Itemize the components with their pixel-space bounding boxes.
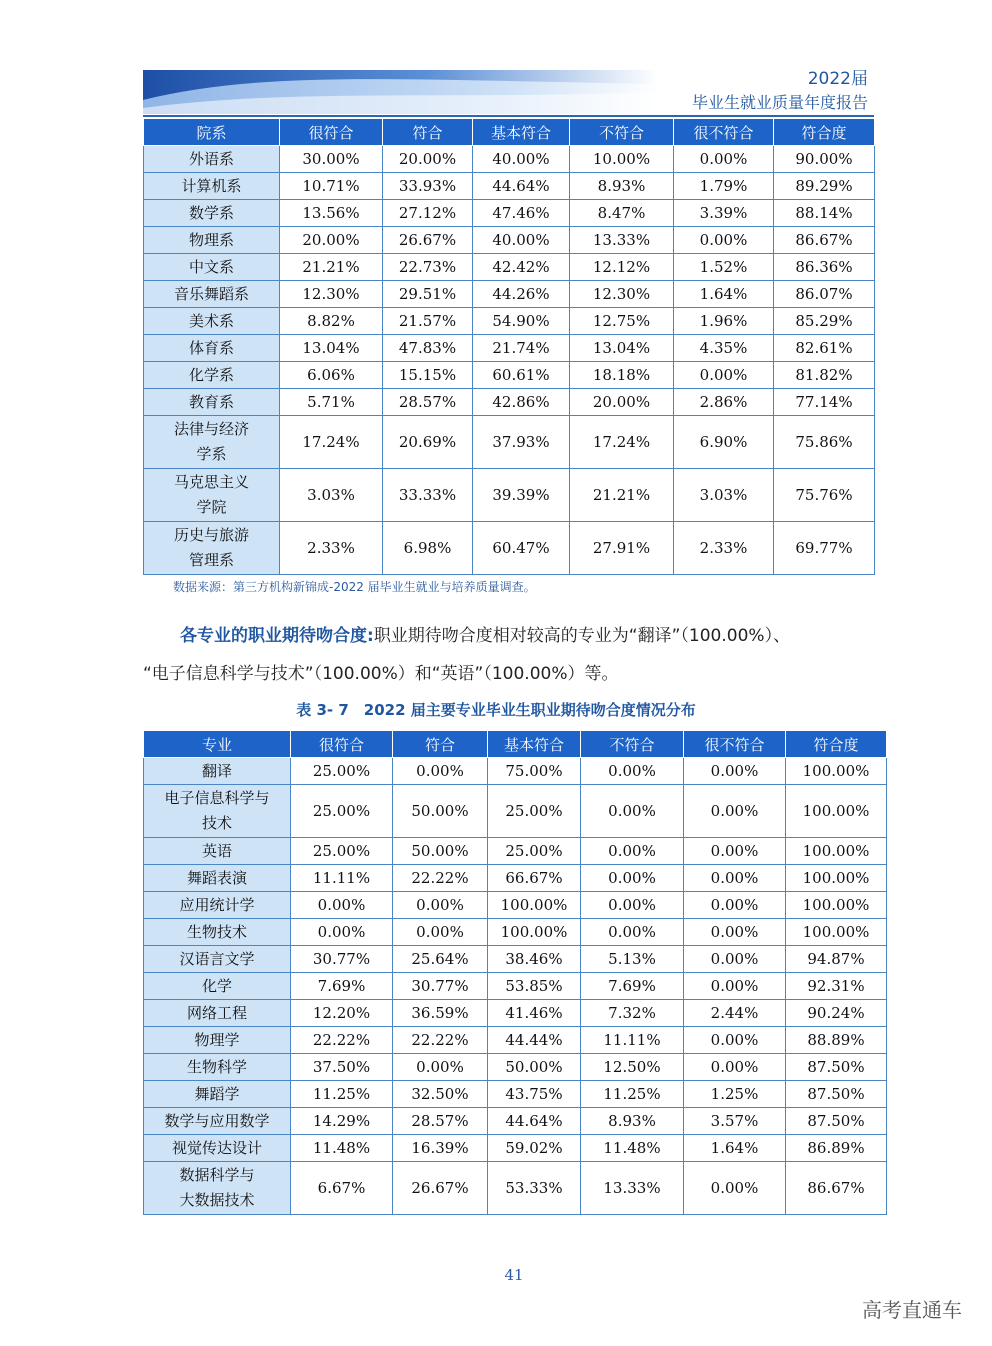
row-label: 视觉传达设计 [144,1135,291,1162]
table-cell: 5.71% [280,389,383,416]
table-cell: 90.24% [786,1000,887,1027]
table-cell: 89.29% [774,173,875,200]
table-cell: 75.76% [774,469,875,522]
table-cell: 11.48% [581,1135,684,1162]
table-cell: 94.87% [786,946,887,973]
column-header: 基本符合 [473,119,570,146]
table-cell: 100.00% [488,892,581,919]
table-cell: 0.00% [684,892,786,919]
table-cell: 0.00% [581,865,684,892]
table-cell: 100.00% [786,758,887,785]
table-cell: 0.00% [684,946,786,973]
row-label: 数学与应用数学 [144,1108,291,1135]
table-cell: 21.57% [383,308,473,335]
table-cell: 0.00% [291,892,393,919]
table-cell: 41.46% [488,1000,581,1027]
table-header-row [144,731,887,758]
table-cell: 86.67% [774,227,875,254]
report-title: 毕业生就业质量年度报告 [691,93,868,112]
table-row [144,1054,887,1081]
row-label: 美术系 [144,308,280,335]
table-row [144,758,887,785]
table-cell: 1.52% [674,254,774,281]
table-cell: 1.79% [674,173,774,200]
table-cell: 30.00% [280,146,383,173]
table-cell: 0.00% [393,919,488,946]
column-header: 很不符合 [684,731,786,758]
table-cell: 29.51% [383,281,473,308]
table-cell: 6.06% [280,362,383,389]
table-cell: 33.93% [383,173,473,200]
table-cell: 87.50% [786,1108,887,1135]
table-cell: 8.82% [280,308,383,335]
table-cell: 22.73% [383,254,473,281]
table-cell: 13.04% [570,335,674,362]
table-cell: 0.00% [291,919,393,946]
row-label: 数学系 [144,200,280,227]
table-cell: 1.64% [684,1135,786,1162]
column-header: 不符合 [570,119,674,146]
row-label: 化学系 [144,362,280,389]
table-cell: 3.03% [674,469,774,522]
row-label: 计算机系 [144,173,280,200]
table-cell: 25.64% [393,946,488,973]
row-label: 物理系 [144,227,280,254]
table-cell: 0.00% [581,919,684,946]
table-cell: 21.74% [473,335,570,362]
row-label: 生物技术 [144,919,291,946]
table-cell: 44.64% [473,173,570,200]
table-cell: 42.42% [473,254,570,281]
table-row [144,254,875,281]
row-label: 历史与旅游 管理系 [144,522,280,575]
table-cell: 1.64% [674,281,774,308]
table-cell: 86.36% [774,254,875,281]
table-cell: 53.85% [488,973,581,1000]
table-row [144,173,875,200]
table-cell: 0.00% [684,785,786,838]
table-cell: 14.29% [291,1108,393,1135]
table-cell: 18.18% [570,362,674,389]
table-row [144,522,875,575]
table-cell: 1.25% [684,1081,786,1108]
column-header: 符合 [393,731,488,758]
table-cell: 12.12% [570,254,674,281]
table-cell: 37.93% [473,416,570,469]
column-header: 符合度 [774,119,875,146]
row-label: 物理学 [144,1027,291,1054]
page-number: 41 [504,1266,524,1284]
table-cell: 69.77% [774,522,875,575]
row-label: 网络工程 [144,1000,291,1027]
table-cell: 50.00% [393,838,488,865]
table-cell: 100.00% [488,919,581,946]
row-label: 生物科学 [144,1054,291,1081]
table-caption: 表 3- 7 2022 届主要专业毕业生职业期待吻合度情况分布 [296,701,696,719]
table-cell: 0.00% [674,362,774,389]
table-cell: 20.00% [280,227,383,254]
table-cell: 11.11% [291,865,393,892]
header-wave-decoration [143,70,658,114]
table-cell: 13.04% [280,335,383,362]
table-cell: 25.00% [291,785,393,838]
header-divider [143,115,874,117]
table-cell: 12.75% [570,308,674,335]
table-cell: 50.00% [393,785,488,838]
column-header: 基本符合 [488,731,581,758]
table-row [144,1162,887,1215]
data-source-note: 数据来源：第三方机构新锦成-2022 届毕业生就业与培养质量调查。 [173,580,536,594]
body-paragraph [143,617,903,693]
table-cell: 100.00% [786,865,887,892]
table-cell: 100.00% [786,919,887,946]
table-cell: 0.00% [684,838,786,865]
table-cell: 40.00% [473,146,570,173]
table-cell: 20.00% [570,389,674,416]
department-match-table [143,118,875,575]
table-cell: 86.89% [786,1135,887,1162]
table-cell: 10.71% [280,173,383,200]
table-cell: 6.90% [674,416,774,469]
table-row [144,1081,887,1108]
table-cell: 25.00% [488,785,581,838]
table-cell: 20.00% [383,146,473,173]
table-cell: 44.64% [488,1108,581,1135]
report-header-title [692,68,868,114]
table-cell: 75.00% [488,758,581,785]
table-row [144,892,887,919]
row-label: 化学 [144,973,291,1000]
row-label: 体育系 [144,335,280,362]
column-header: 专业 [144,731,291,758]
table-cell: 30.77% [393,973,488,1000]
column-header: 很符合 [291,731,393,758]
table-cell: 100.00% [786,785,887,838]
table-cell: 92.31% [786,973,887,1000]
table-cell: 12.30% [570,281,674,308]
table-cell: 27.91% [570,522,674,575]
table-cell: 7.32% [581,1000,684,1027]
table-cell: 30.77% [291,946,393,973]
table-cell: 16.39% [393,1135,488,1162]
table-cell: 11.11% [581,1027,684,1054]
table-row [144,146,875,173]
table-cell: 25.00% [291,838,393,865]
table-cell: 0.00% [684,1162,786,1215]
table-cell: 2.33% [280,522,383,575]
table-cell: 90.00% [774,146,875,173]
table-cell: 0.00% [581,838,684,865]
table-row [144,1027,887,1054]
table-cell: 86.67% [786,1162,887,1215]
table-cell: 7.69% [291,973,393,1000]
table-row [144,200,875,227]
table-cell: 77.14% [774,389,875,416]
table-cell: 4.35% [674,335,774,362]
table-cell: 0.00% [684,1054,786,1081]
table-cell: 13.56% [280,200,383,227]
table-cell: 39.39% [473,469,570,522]
row-label: 音乐舞蹈系 [144,281,280,308]
table-cell: 32.50% [393,1081,488,1108]
column-header: 很不符合 [674,119,774,146]
table-cell: 17.24% [280,416,383,469]
table-cell: 0.00% [674,227,774,254]
table-row [144,1108,887,1135]
column-header: 符合 [383,119,473,146]
table-cell: 27.12% [383,200,473,227]
table-cell: 100.00% [786,892,887,919]
table-cell: 33.33% [383,469,473,522]
table-cell: 81.82% [774,362,875,389]
row-label: 数据科学与 大数据技术 [144,1162,291,1215]
row-label: 电子信息科学与 技术 [144,785,291,838]
table-cell: 5.13% [581,946,684,973]
column-header: 符合度 [786,731,887,758]
table-cell: 40.00% [473,227,570,254]
table-cell: 0.00% [684,1027,786,1054]
table-row [144,335,875,362]
row-label: 舞蹈表演 [144,865,291,892]
table-cell: 11.25% [581,1081,684,1108]
row-label: 法律与经济 学系 [144,416,280,469]
column-header: 不符合 [581,731,684,758]
table-cell: 3.03% [280,469,383,522]
table-cell: 6.98% [383,522,473,575]
table-cell: 0.00% [684,973,786,1000]
paragraph-text-1: 职业期待吻合度相对较高的专业为“翻译”（100.00%）、 [373,626,791,646]
table-cell: 8.93% [581,1108,684,1135]
watermark-text: 高考直通车 [862,1298,962,1322]
row-label: 教育系 [144,389,280,416]
table-cell: 20.69% [383,416,473,469]
table-cell: 7.69% [581,973,684,1000]
row-label: 马克思主义 学院 [144,469,280,522]
table-cell: 0.00% [581,785,684,838]
table-cell: 3.39% [674,200,774,227]
table-cell: 12.50% [581,1054,684,1081]
table-cell: 75.86% [774,416,875,469]
table-cell: 0.00% [684,919,786,946]
table-row [144,785,887,838]
table-cell: 0.00% [684,865,786,892]
row-label: 汉语言文学 [144,946,291,973]
table-cell: 1.96% [674,308,774,335]
table-cell: 17.24% [570,416,674,469]
table-row [144,919,887,946]
table-cell: 86.07% [774,281,875,308]
table-cell: 3.57% [684,1108,786,1135]
table-header-row [144,119,875,146]
table-cell: 38.46% [488,946,581,973]
table-cell: 36.59% [393,1000,488,1027]
table-cell: 8.47% [570,200,674,227]
table-cell: 0.00% [393,1054,488,1081]
table-row [144,865,887,892]
table-cell: 2.33% [674,522,774,575]
table-cell: 6.67% [291,1162,393,1215]
table-cell: 82.61% [774,335,875,362]
major-match-table [143,730,887,1215]
table-cell: 28.57% [393,1108,488,1135]
table-cell: 59.02% [488,1135,581,1162]
table-row [144,973,887,1000]
column-header: 很符合 [280,119,383,146]
row-label: 舞蹈学 [144,1081,291,1108]
table-cell: 2.44% [684,1000,786,1027]
table-cell: 37.50% [291,1054,393,1081]
table-cell: 44.44% [488,1027,581,1054]
paragraph-lead: 各专业的职业期待吻合度: [180,626,374,646]
row-label: 中文系 [144,254,280,281]
table-row [144,946,887,973]
table-cell: 11.25% [291,1081,393,1108]
table-cell: 0.00% [393,892,488,919]
table-cell: 13.33% [570,227,674,254]
table-cell: 8.93% [570,173,674,200]
table-cell: 100.00% [786,838,887,865]
row-label: 英语 [144,838,291,865]
table-cell: 22.22% [393,1027,488,1054]
table-row [144,1000,887,1027]
table-cell: 85.29% [774,308,875,335]
column-header: 院系 [144,119,280,146]
table-cell: 42.86% [473,389,570,416]
table-cell: 60.61% [473,362,570,389]
paragraph-text-2: “电子信息科学与技术”（100.00%）和“英语”（100.00%）等。 [143,664,619,684]
table-cell: 0.00% [393,758,488,785]
table-cell: 21.21% [280,254,383,281]
table-cell: 0.00% [674,146,774,173]
table-cell: 26.67% [393,1162,488,1215]
table-cell: 10.00% [570,146,674,173]
table-row [144,1135,887,1162]
table-cell: 26.67% [383,227,473,254]
table-cell: 66.67% [488,865,581,892]
table-cell: 21.21% [570,469,674,522]
table-row [144,416,875,469]
table-cell: 50.00% [488,1054,581,1081]
table-cell: 13.33% [581,1162,684,1215]
table-row [144,469,875,522]
table-cell: 0.00% [684,758,786,785]
table-cell: 25.00% [488,838,581,865]
table-cell: 47.83% [383,335,473,362]
table-row [144,281,875,308]
table-row [144,227,875,254]
table-row [144,362,875,389]
table-cell: 0.00% [581,892,684,919]
row-label: 应用统计学 [144,892,291,919]
table-cell: 22.22% [393,865,488,892]
table-cell: 87.50% [786,1081,887,1108]
table-cell: 43.75% [488,1081,581,1108]
table-row [144,389,875,416]
table-cell: 25.00% [291,758,393,785]
table-cell: 0.00% [581,758,684,785]
row-label: 外语系 [144,146,280,173]
report-year: 2022届 [807,69,868,89]
table-cell: 88.89% [786,1027,887,1054]
table-cell: 88.14% [774,200,875,227]
table-cell: 87.50% [786,1054,887,1081]
table-cell: 12.20% [291,1000,393,1027]
table-row [144,838,887,865]
table-cell: 28.57% [383,389,473,416]
table-cell: 12.30% [280,281,383,308]
table-cell: 47.46% [473,200,570,227]
row-label: 翻译 [144,758,291,785]
table-cell: 22.22% [291,1027,393,1054]
table-cell: 2.86% [674,389,774,416]
table-cell: 15.15% [383,362,473,389]
table-cell: 44.26% [473,281,570,308]
table-cell: 60.47% [473,522,570,575]
table-cell: 11.48% [291,1135,393,1162]
table-row [144,308,875,335]
table-cell: 53.33% [488,1162,581,1215]
table-cell: 54.90% [473,308,570,335]
